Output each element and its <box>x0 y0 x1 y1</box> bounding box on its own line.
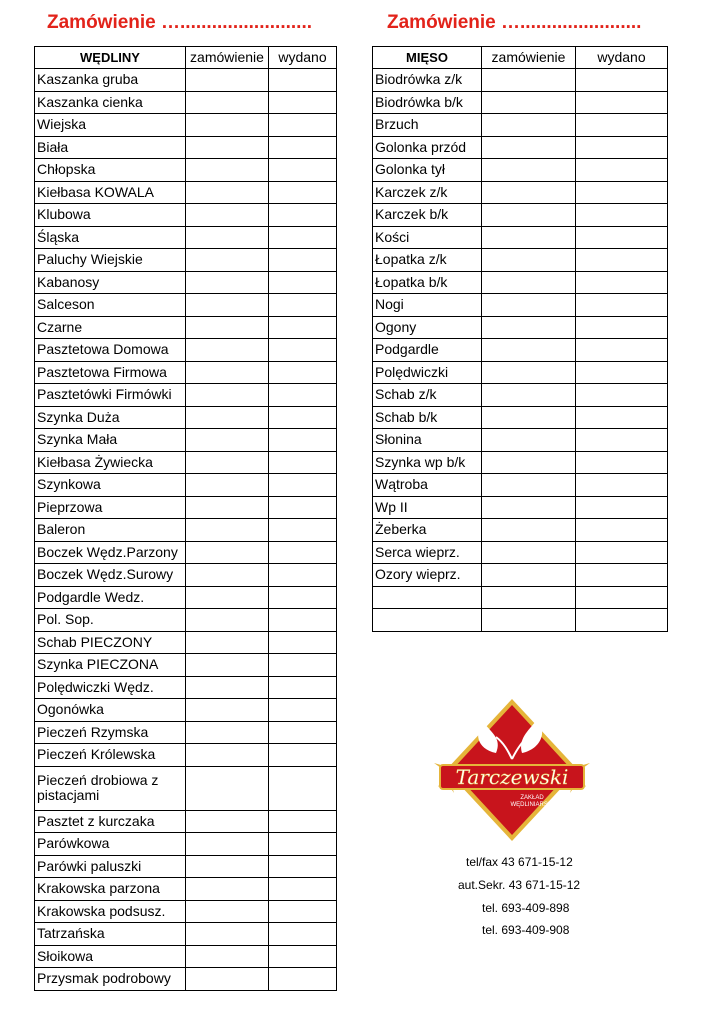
product-name: Boczek Wędz.Surowy <box>35 564 186 587</box>
product-name: Kaszanka gruba <box>35 69 186 92</box>
table-row <box>373 361 668 384</box>
table-row <box>35 878 337 901</box>
product-name: Golonka tył <box>373 159 482 182</box>
table-row <box>373 339 668 362</box>
order-quantity-cell[interactable] <box>482 159 576 182</box>
product-name: Polędwiczki <box>373 361 482 384</box>
order-quantity-cell[interactable] <box>186 114 269 137</box>
issued-quantity-cell[interactable] <box>269 474 337 497</box>
product-name: Przysmak podrobowy <box>35 968 186 991</box>
issued-quantity-cell[interactable] <box>269 384 337 407</box>
order-quantity-cell[interactable] <box>186 586 269 609</box>
product-name: Pieczeń drobiowa z pistacjami <box>35 766 186 810</box>
product-name: Wp II <box>373 496 482 519</box>
issued-quantity-cell[interactable] <box>269 406 337 429</box>
column-header-zamowienie: zamówienie <box>186 47 269 69</box>
product-name: Biodrówka b/k <box>373 91 482 114</box>
logo-subtitle-2: WĘDLINIARSKI <box>510 802 554 808</box>
product-name: Parówkowa <box>35 833 186 856</box>
order-quantity-cell[interactable] <box>186 271 269 294</box>
product-name: Pol. Sop. <box>35 609 186 632</box>
product-name: Chłopska <box>35 159 186 182</box>
order-quantity-cell[interactable] <box>186 429 269 452</box>
issued-quantity-cell[interactable] <box>576 609 668 632</box>
product-name: Schab b/k <box>373 406 482 429</box>
product-name: Szynka Duża <box>35 406 186 429</box>
issued-quantity-cell[interactable] <box>576 339 668 362</box>
issued-quantity-cell[interactable] <box>269 69 337 92</box>
order-quantity-cell[interactable] <box>186 91 269 114</box>
table-row <box>35 474 337 497</box>
table-row <box>373 181 668 204</box>
issued-quantity-cell[interactable] <box>576 406 668 429</box>
table-row <box>35 721 337 744</box>
mieso-order-table <box>372 46 668 632</box>
issued-quantity-cell[interactable] <box>576 136 668 159</box>
table-row <box>35 159 337 182</box>
table-row <box>35 69 337 92</box>
table-row <box>373 474 668 497</box>
issued-quantity-cell[interactable] <box>269 923 337 946</box>
issued-quantity-cell[interactable] <box>269 721 337 744</box>
issued-quantity-cell[interactable] <box>269 159 337 182</box>
product-name <box>373 609 482 632</box>
issued-quantity-cell[interactable] <box>269 766 337 810</box>
product-name: Brzuch <box>373 114 482 137</box>
product-name: Szynkowa <box>35 474 186 497</box>
table-row <box>35 271 337 294</box>
product-name: Biodrówka z/k <box>373 69 482 92</box>
issued-quantity-cell[interactable] <box>576 114 668 137</box>
contact-phone-1: tel. 693-409-898 <box>482 901 570 915</box>
table-row <box>35 654 337 677</box>
issued-quantity-cell[interactable] <box>269 451 337 474</box>
table-row <box>373 271 668 294</box>
column-header-wedliny: WĘDLINY <box>35 47 186 69</box>
table-row <box>373 541 668 564</box>
order-quantity-cell[interactable] <box>186 249 269 272</box>
table-row <box>373 226 668 249</box>
issued-quantity-cell[interactable] <box>269 609 337 632</box>
issued-quantity-cell[interactable] <box>576 496 668 519</box>
issued-quantity-cell[interactable] <box>269 654 337 677</box>
order-quantity-cell[interactable] <box>186 316 269 339</box>
issued-quantity-cell[interactable] <box>269 429 337 452</box>
order-quantity-cell[interactable] <box>186 744 269 767</box>
table-row <box>373 609 668 632</box>
product-name: Krakowska parzona <box>35 878 186 901</box>
product-name: Żeberka <box>373 519 482 542</box>
order-quantity-cell[interactable] <box>186 294 269 317</box>
table-row <box>373 564 668 587</box>
issued-quantity-cell[interactable] <box>576 474 668 497</box>
product-name: Nogi <box>373 294 482 317</box>
issued-quantity-cell[interactable] <box>576 294 668 317</box>
logo-subtitle-1: ZAKŁAD <box>520 795 544 801</box>
order-quantity-cell[interactable] <box>186 968 269 991</box>
table-row <box>373 406 668 429</box>
issued-quantity-cell[interactable] <box>576 541 668 564</box>
table-row <box>373 496 668 519</box>
product-name: Serca wieprz. <box>373 541 482 564</box>
order-quantity-cell[interactable] <box>186 474 269 497</box>
product-name: Czarne <box>35 316 186 339</box>
table-row <box>35 204 337 227</box>
order-quantity-cell[interactable] <box>186 878 269 901</box>
table-row <box>35 181 337 204</box>
order-quantity-cell[interactable] <box>186 361 269 384</box>
product-name: Pasztetowa Firmowa <box>35 361 186 384</box>
order-quantity-cell[interactable] <box>482 429 576 452</box>
product-name: Boczek Wędz.Parzony <box>35 541 186 564</box>
product-name: Słonina <box>373 429 482 452</box>
table-row <box>35 429 337 452</box>
order-quantity-cell[interactable] <box>482 69 576 92</box>
issued-quantity-cell[interactable] <box>576 226 668 249</box>
issued-quantity-cell[interactable] <box>269 91 337 114</box>
order-quantity-cell[interactable] <box>482 181 576 204</box>
issued-quantity-cell[interactable] <box>576 91 668 114</box>
product-name <box>373 586 482 609</box>
order-title-left: Zamówienie …......................... <box>47 12 312 33</box>
product-name: Pieprzowa <box>35 496 186 519</box>
order-quantity-cell[interactable] <box>482 609 576 632</box>
table-row <box>35 91 337 114</box>
product-name: Kiełbasa KOWALA <box>35 181 186 204</box>
issued-quantity-cell[interactable] <box>269 114 337 137</box>
table-row <box>35 564 337 587</box>
table-row <box>35 699 337 722</box>
issued-quantity-cell[interactable] <box>269 586 337 609</box>
table-row <box>35 519 337 542</box>
table-row <box>373 249 668 272</box>
order-quantity-cell[interactable] <box>186 766 269 810</box>
product-name: Kaszanka cienka <box>35 91 186 114</box>
product-name: Salceson <box>35 294 186 317</box>
contact-secretary: aut.Sekr. 43 671-15-12 <box>458 878 581 892</box>
order-quantity-cell[interactable] <box>482 136 576 159</box>
product-name: Ozory wieprz. <box>373 564 482 587</box>
product-name: Kabanosy <box>35 271 186 294</box>
table-row <box>373 69 668 92</box>
order-quantity-cell[interactable] <box>482 451 576 474</box>
product-name: Szynka PIECZONA <box>35 654 186 677</box>
product-name: Podgardle Wedz. <box>35 586 186 609</box>
table-row <box>35 451 337 474</box>
table-row <box>35 833 337 856</box>
order-quantity-cell[interactable] <box>482 361 576 384</box>
product-name: Szynka wp b/k <box>373 451 482 474</box>
product-name: Podgardle <box>373 339 482 362</box>
table-row <box>373 204 668 227</box>
table-row <box>35 676 337 699</box>
product-name: Baleron <box>35 519 186 542</box>
order-quantity-cell[interactable] <box>186 226 269 249</box>
order-quantity-cell[interactable] <box>186 406 269 429</box>
column-header-wydano: wydano <box>576 47 668 69</box>
issued-quantity-cell[interactable] <box>576 519 668 542</box>
column-header-mieso: MIĘSO <box>373 47 482 69</box>
table-row <box>373 519 668 542</box>
issued-quantity-cell[interactable] <box>269 699 337 722</box>
issued-quantity-cell[interactable] <box>269 249 337 272</box>
issued-quantity-cell[interactable] <box>269 968 337 991</box>
order-quantity-cell[interactable] <box>482 204 576 227</box>
issued-quantity-cell[interactable] <box>576 586 668 609</box>
issued-quantity-cell[interactable] <box>269 136 337 159</box>
table-row <box>35 900 337 923</box>
product-name: Klubowa <box>35 204 186 227</box>
order-quantity-cell[interactable] <box>482 294 576 317</box>
order-quantity-cell[interactable] <box>186 945 269 968</box>
order-quantity-cell[interactable] <box>186 609 269 632</box>
table-row <box>373 451 668 474</box>
table-row <box>373 316 668 339</box>
order-quantity-cell[interactable] <box>186 721 269 744</box>
order-quantity-cell[interactable] <box>186 339 269 362</box>
order-quantity-cell[interactable] <box>186 541 269 564</box>
issued-quantity-cell[interactable] <box>576 564 668 587</box>
table-row <box>35 226 337 249</box>
table-row <box>35 810 337 833</box>
table-row <box>373 91 668 114</box>
issued-quantity-cell[interactable] <box>576 271 668 294</box>
wedliny-order-table <box>34 46 337 991</box>
issued-quantity-cell[interactable] <box>269 744 337 767</box>
issued-quantity-cell[interactable] <box>269 361 337 384</box>
order-quantity-cell[interactable] <box>482 519 576 542</box>
product-name: Słoikowa <box>35 945 186 968</box>
order-title-right: Zamówienie …....................... <box>387 12 642 33</box>
issued-quantity-cell[interactable] <box>576 249 668 272</box>
issued-quantity-cell[interactable] <box>269 833 337 856</box>
issued-quantity-cell[interactable] <box>269 496 337 519</box>
order-quantity-cell[interactable] <box>482 339 576 362</box>
table-row <box>373 114 668 137</box>
product-name: Biała <box>35 136 186 159</box>
product-name: Łopatka b/k <box>373 271 482 294</box>
order-quantity-cell[interactable] <box>186 676 269 699</box>
issued-quantity-cell[interactable] <box>269 316 337 339</box>
order-quantity-cell[interactable] <box>186 519 269 542</box>
issued-quantity-cell[interactable] <box>269 855 337 878</box>
table-row <box>35 945 337 968</box>
order-quantity-cell[interactable] <box>482 114 576 137</box>
order-quantity-cell[interactable] <box>186 496 269 519</box>
table-row <box>373 136 668 159</box>
issued-quantity-cell[interactable] <box>576 361 668 384</box>
table-row <box>373 586 668 609</box>
product-name: Wiejska <box>35 114 186 137</box>
column-header-wydano: wydano <box>269 47 337 69</box>
product-name: Polędwiczki Wędz. <box>35 676 186 699</box>
product-name: Karczek b/k <box>373 204 482 227</box>
order-quantity-cell[interactable] <box>186 900 269 923</box>
order-quantity-cell[interactable] <box>186 159 269 182</box>
table-row <box>373 294 668 317</box>
issued-quantity-cell[interactable] <box>269 900 337 923</box>
order-quantity-cell[interactable] <box>482 316 576 339</box>
table-row <box>35 855 337 878</box>
table-row <box>35 744 337 767</box>
issued-quantity-cell[interactable] <box>269 631 337 654</box>
order-quantity-cell[interactable] <box>186 204 269 227</box>
order-quantity-cell[interactable] <box>482 496 576 519</box>
order-quantity-cell[interactable] <box>482 541 576 564</box>
table-row <box>35 339 337 362</box>
table-row <box>373 159 668 182</box>
table-row <box>35 968 337 991</box>
order-quantity-cell[interactable] <box>186 923 269 946</box>
tarczewski-logo <box>434 697 590 843</box>
issued-quantity-cell[interactable] <box>269 810 337 833</box>
issued-quantity-cell[interactable] <box>269 339 337 362</box>
table-row <box>35 114 337 137</box>
order-quantity-cell[interactable] <box>482 91 576 114</box>
table-row <box>35 766 337 810</box>
issued-quantity-cell[interactable] <box>576 69 668 92</box>
issued-quantity-cell[interactable] <box>269 564 337 587</box>
order-quantity-cell[interactable] <box>186 631 269 654</box>
order-quantity-cell[interactable] <box>186 564 269 587</box>
table-row <box>35 541 337 564</box>
logo-text: Tarczewski <box>455 765 569 789</box>
contact-fax: tel/fax 43 671-15-12 <box>466 855 573 869</box>
issued-quantity-cell[interactable] <box>576 204 668 227</box>
order-quantity-cell[interactable] <box>482 564 576 587</box>
product-name: Szynka Mała <box>35 429 186 452</box>
table-row <box>373 429 668 452</box>
table-row <box>35 406 337 429</box>
order-quantity-cell[interactable] <box>186 833 269 856</box>
order-quantity-cell[interactable] <box>186 810 269 833</box>
product-name: Śląska <box>35 226 186 249</box>
issued-quantity-cell[interactable] <box>269 181 337 204</box>
table-row <box>35 586 337 609</box>
order-quantity-cell[interactable] <box>186 136 269 159</box>
product-name: Kiełbasa Żywiecka <box>35 451 186 474</box>
table-row <box>35 609 337 632</box>
table-row <box>35 923 337 946</box>
product-name: Ogonówka <box>35 699 186 722</box>
product-name: Schab PIECZONY <box>35 631 186 654</box>
table-row <box>35 361 337 384</box>
product-name: Pasztetowa Domowa <box>35 339 186 362</box>
issued-quantity-cell[interactable] <box>269 204 337 227</box>
table-row <box>35 384 337 407</box>
issued-quantity-cell[interactable] <box>269 271 337 294</box>
issued-quantity-cell[interactable] <box>576 316 668 339</box>
table-row <box>373 384 668 407</box>
order-quantity-cell[interactable] <box>186 69 269 92</box>
product-name: Schab z/k <box>373 384 482 407</box>
issued-quantity-cell[interactable] <box>576 159 668 182</box>
issued-quantity-cell[interactable] <box>576 384 668 407</box>
product-name: Pieczeń Królewska <box>35 744 186 767</box>
product-name: Wątroba <box>373 474 482 497</box>
contact-phone-2: tel. 693-409-908 <box>482 923 570 937</box>
issued-quantity-cell[interactable] <box>576 181 668 204</box>
order-quantity-cell[interactable] <box>186 451 269 474</box>
order-quantity-cell[interactable] <box>186 384 269 407</box>
order-quantity-cell[interactable] <box>482 226 576 249</box>
product-name: Parówki paluszki <box>35 855 186 878</box>
issued-quantity-cell[interactable] <box>269 294 337 317</box>
product-name: Ogony <box>373 316 482 339</box>
column-header-zamowienie: zamówienie <box>482 47 576 69</box>
issued-quantity-cell[interactable] <box>576 451 668 474</box>
issued-quantity-cell[interactable] <box>576 429 668 452</box>
table-row <box>35 294 337 317</box>
issued-quantity-cell[interactable] <box>269 519 337 542</box>
product-name: Tatrzańska <box>35 923 186 946</box>
table-row <box>35 496 337 519</box>
order-quantity-cell[interactable] <box>482 271 576 294</box>
order-quantity-cell[interactable] <box>482 474 576 497</box>
product-name: Paluchy Wiejskie <box>35 249 186 272</box>
issued-quantity-cell[interactable] <box>269 676 337 699</box>
product-name: Pasztet z kurczaka <box>35 810 186 833</box>
product-name: Karczek z/k <box>373 181 482 204</box>
order-quantity-cell[interactable] <box>482 249 576 272</box>
table-row <box>35 631 337 654</box>
product-name: Krakowska podsusz. <box>35 900 186 923</box>
order-quantity-cell[interactable] <box>482 384 576 407</box>
table-row <box>35 136 337 159</box>
order-quantity-cell[interactable] <box>482 406 576 429</box>
order-quantity-cell[interactable] <box>186 699 269 722</box>
order-quantity-cell[interactable] <box>186 654 269 677</box>
product-name: Kości <box>373 226 482 249</box>
product-name: Golonka przód <box>373 136 482 159</box>
order-quantity-cell[interactable] <box>186 181 269 204</box>
table-row <box>35 316 337 339</box>
issued-quantity-cell[interactable] <box>269 541 337 564</box>
issued-quantity-cell[interactable] <box>269 226 337 249</box>
product-name: Pasztetówki Firmówki <box>35 384 186 407</box>
table-row <box>35 249 337 272</box>
product-name: Pieczeń Rzymska <box>35 721 186 744</box>
order-quantity-cell[interactable] <box>482 586 576 609</box>
issued-quantity-cell[interactable] <box>269 945 337 968</box>
issued-quantity-cell[interactable] <box>269 878 337 901</box>
product-name: Łopatka z/k <box>373 249 482 272</box>
order-quantity-cell[interactable] <box>186 855 269 878</box>
